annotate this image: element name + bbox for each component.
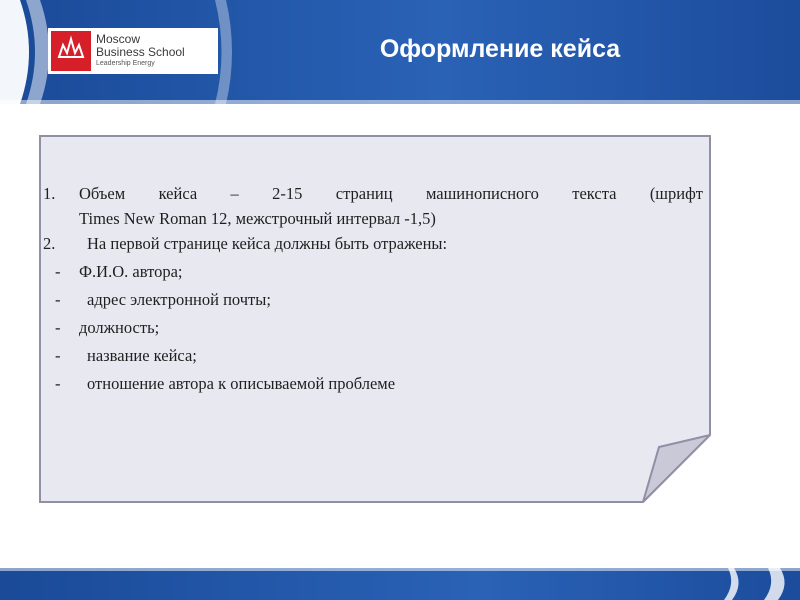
mbs-logo-text (96, 33, 185, 68)
list-item-number: 2. (43, 234, 56, 253)
list-item-number: 1. (43, 184, 56, 203)
bullet-text: должность; (79, 318, 160, 337)
bullet-dash: - (55, 374, 61, 393)
slide-title: Оформление кейса (379, 35, 621, 63)
case-requirements-list (43, 181, 703, 399)
bullet-dash: - (55, 318, 61, 337)
mbs-logo (48, 28, 218, 74)
bullet-item (43, 315, 703, 343)
bullet-text: адрес электронной почты; (87, 290, 271, 309)
bullet-dash: - (55, 290, 61, 309)
header-band (0, 0, 800, 104)
footer-background (0, 568, 800, 600)
logo-line-business-school: Business School (96, 45, 185, 59)
bullet-item (43, 287, 703, 315)
bullet-text: Ф.И.О. автора; (79, 262, 183, 281)
list-item-1-line-2: Times New Roman 12, межстрочный интервал -1,5) (79, 209, 436, 228)
bullet-dash: - (55, 346, 61, 365)
bullet-item (43, 259, 703, 287)
list-item-2 (43, 231, 703, 256)
bullet-text: название кейса; (87, 346, 197, 365)
logo-line-tagline: Leadership Energy (96, 60, 155, 67)
list-item-1-line-1: Объем кейса – 2-15 страниц машинописного текста (шрифт (79, 184, 703, 203)
list-item-2-line-1: На первой странице кейса должны быть отражены: (87, 234, 448, 253)
footer-band (0, 568, 800, 600)
bullet-dash: - (55, 262, 61, 281)
list-item-1 (43, 181, 703, 231)
bullet-text: отношение автора к описываемой проблеме (87, 374, 396, 393)
flame-icon (51, 31, 91, 71)
mbs-logo-mark (51, 31, 91, 71)
bullet-item (43, 371, 703, 399)
logo-line-moscow: Moscow (96, 32, 141, 46)
bullet-item (43, 343, 703, 371)
